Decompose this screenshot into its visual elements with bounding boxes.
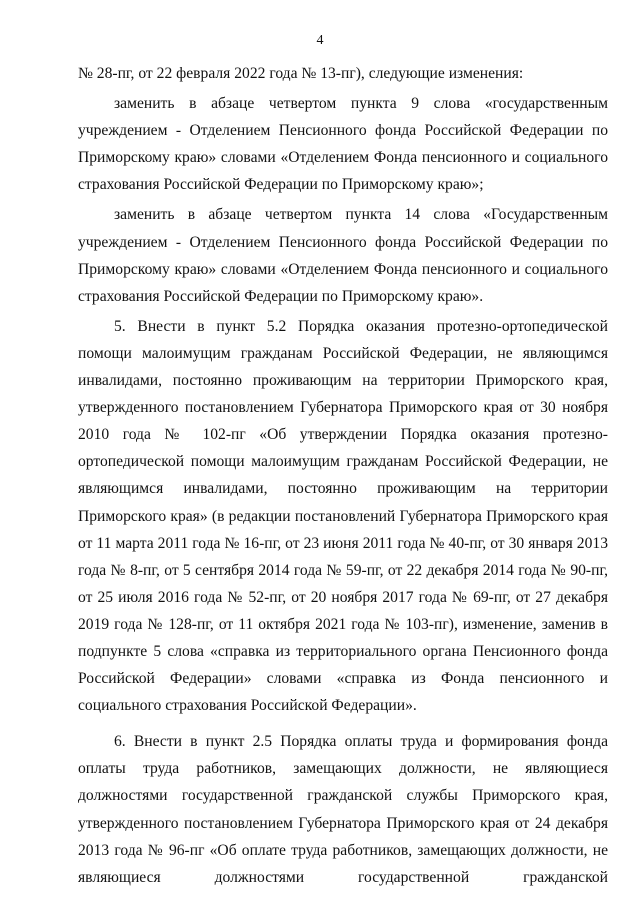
page-number: 4 (316, 33, 324, 48)
paragraph-clause-6: 6. Внести в пункт 2.5 Порядка оплаты труда и формирования фонда оплаты труда работников, замещающих должности, не являющиеся должностями государственной гражданской службы Приморского края, утвержденного постановлением Губернатора Приморского края от 24 декабря 2013 года № 96-пг «Об оплате труда работников, замещающих должности, не являющиеся должностями государственной гражданской (78, 733, 608, 886)
paragraph-continuation: № 28-пг, от 22 февраля 2022 года № 13-пг), следующие изменения: (78, 65, 524, 82)
paragraph-item-14-replacement: заменить в абзаце четвертом пункта 14 слова «Государственным учреждением - Отделением Пенсионного фонда Российской Федерации по Приморскому краю» словами «Отделением Фонда пенсионного и социального страхования Российской Федерации по Приморскому краю». (78, 206, 608, 305)
document-body (78, 60, 608, 891)
paragraph-clause-5: 5. Внести в пункт 5.2 Порядка оказания протезно-ортопедической помощи малоимущим гражданам Российской Федерации, не являющимся инвалидами, постоянно проживающим на территории Приморского края, утвержденного постановлением Губернатора Приморского края от 30 ноября 2010 года № 102-пг «Об утверждении Порядка оказания протезно-ортопедической помощи малоимущим гражданам Российской Федерации, не являющимся инвалидами, постоянно проживающим на территории Приморского края» (в редакции постановлений Губернатора Приморского края от 11 марта 2011 года № 16-пг, от 23 июня 2011 года № 40-пг, от 30 января 2013 года № 8-пг, от 5 сентября 2014 года № 59-пг, от 22 декабря 2014 года № 90-пг, от 25 июля 2016 года № 52-пг, от 20 ноября 2017 года № 69-пг, от 27 декабря 2019 года № 128-пг, от 11 октября 2021 года № 103-пг), изменение, заменив в подпункте 5 слова «справка из территориального органа Пенсионного фонда Российской Федерации» словами «справка из Фонда пенсионного и социального страхования Российской Федерации». (78, 317, 608, 715)
paragraph-item-9-replacement: заменить в абзаце четвертом пункта 9 слова «государственным учреждением - Отделением Пенсионного фонда Российской Федерации по Приморскому краю» словами «Отделением Фонда пенсионного и социального страхования Российской Федерации по Приморскому краю»; (78, 95, 608, 194)
